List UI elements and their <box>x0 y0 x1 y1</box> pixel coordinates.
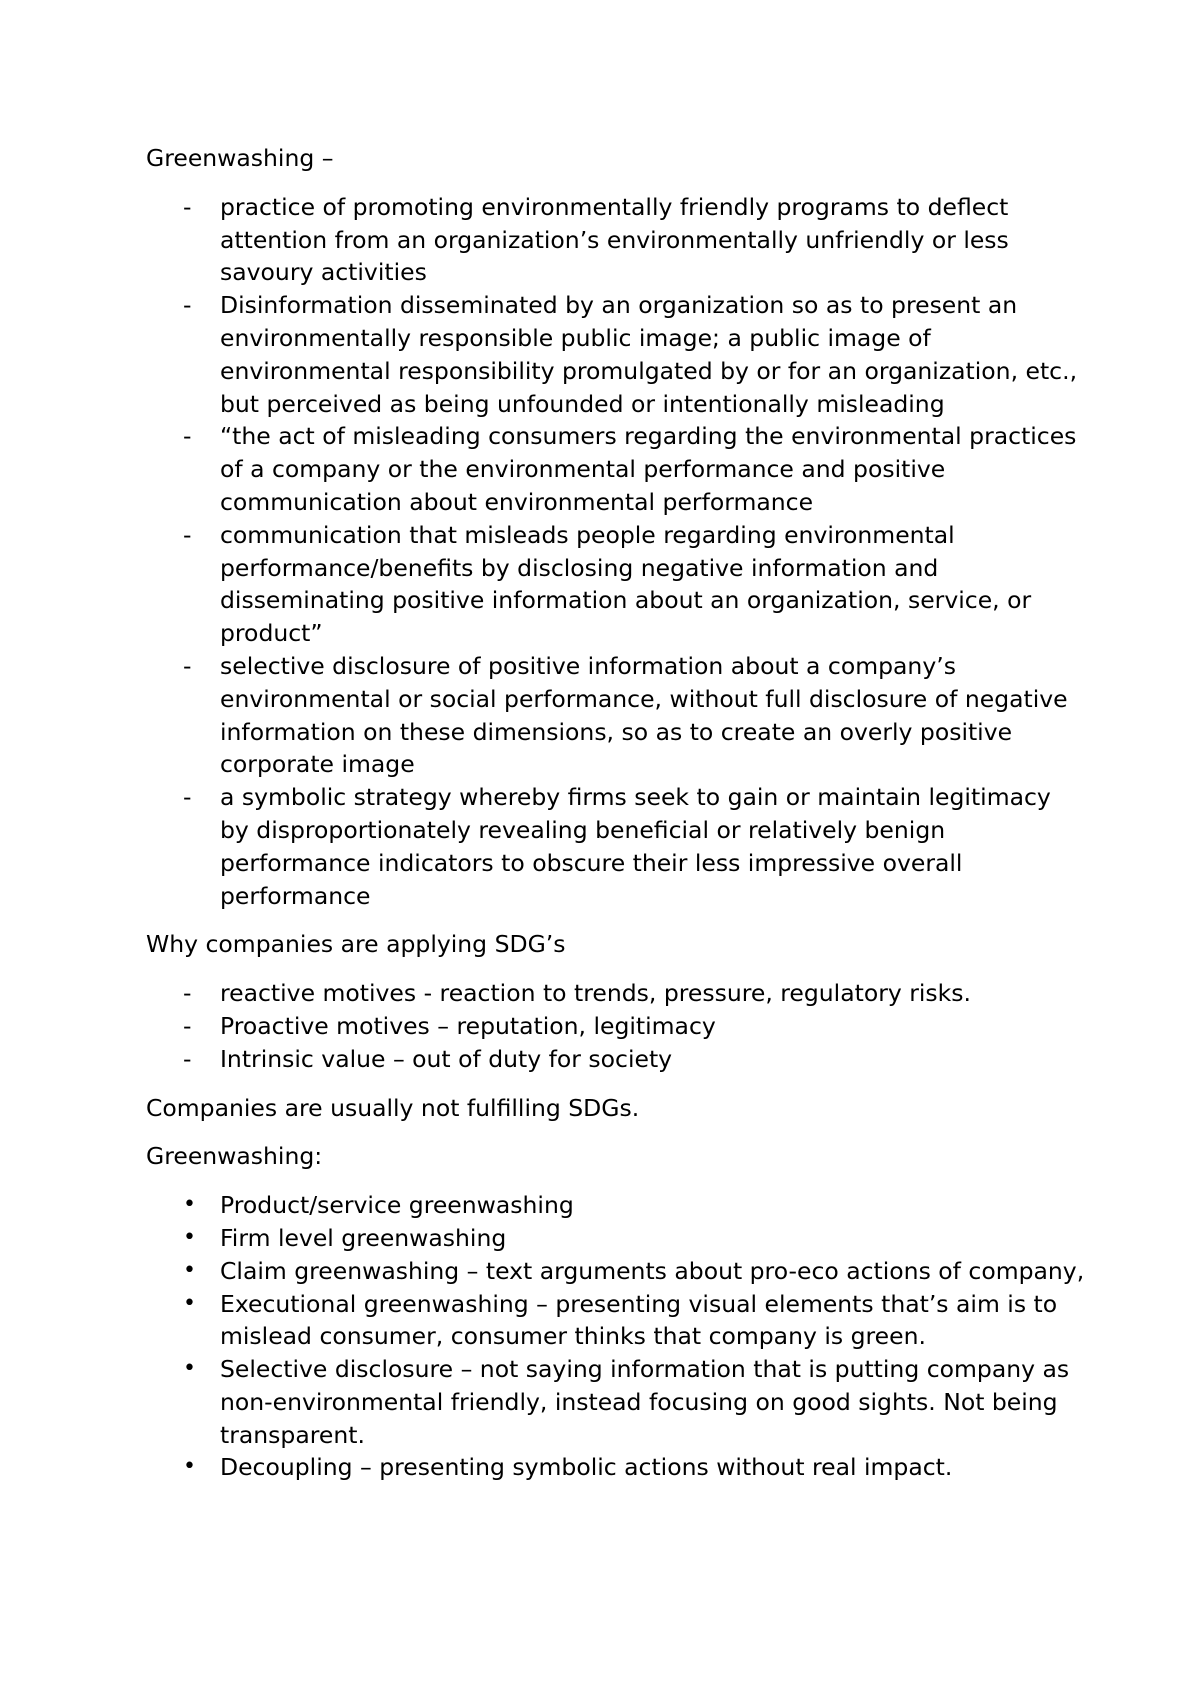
list-item-text: selective disclosure of positive information about a company’s environmental or social performance, without full disclosure of negative information on these dimensions, so as to create an overly positive corporate image <box>220 651 1068 779</box>
types-list <box>146 1189 1086 1484</box>
list-item-text: Selective disclosure – not saying information that is putting company as non-environmental friendly, instead focusing on good sights. Not being transparent. <box>220 1355 1070 1449</box>
dash-marker: - <box>183 291 192 320</box>
list-item <box>146 191 1086 289</box>
list-item <box>146 519 1086 650</box>
list-item <box>146 977 1086 1010</box>
list-item <box>146 1222 1086 1255</box>
list-item <box>146 1189 1086 1222</box>
dash-marker: - <box>183 422 192 451</box>
dash-marker: - <box>183 651 192 680</box>
statement-not-fulfilling: Companies are usually not fulfilling SDGs. <box>146 1093 640 1122</box>
bullet-marker: • <box>183 1454 196 1480</box>
list-item <box>146 781 1086 912</box>
dash-marker: - <box>183 979 192 1008</box>
list-item <box>146 1043 1086 1076</box>
dash-marker: - <box>183 783 192 812</box>
list-item <box>146 650 1086 781</box>
section-heading-greenwashing-types: Greenwashing: <box>146 1142 323 1171</box>
definition-list <box>146 191 1086 913</box>
list-item-text: Firm level greenwashing <box>220 1223 507 1252</box>
list-item <box>146 1010 1086 1043</box>
list-item <box>146 289 1086 420</box>
list-item-text: Intrinsic value – out of duty for society <box>220 1044 673 1073</box>
list-item-text: communication that misleads people regarding environmental performance/benefits by disclosing negative information and disseminating positive information about an organization, service, or product” <box>220 520 1032 648</box>
list-item <box>146 1255 1086 1288</box>
bullet-marker: • <box>183 1356 196 1382</box>
list-item-text: Claim greenwashing – text arguments about pro-eco actions of company, <box>220 1256 1085 1285</box>
list-item-text: a symbolic strategy whereby firms seek to gain or maintain legitimacy by disproportionately revealing beneficial or relatively benign performance indicators to obscure their less impressive overall performance <box>220 783 1051 910</box>
motives-list <box>146 977 1086 1075</box>
bullet-marker: • <box>183 1257 196 1283</box>
list-item <box>146 1451 1086 1484</box>
document-page <box>146 142 1086 1500</box>
dash-marker: - <box>183 1044 192 1073</box>
bullet-marker: • <box>183 1192 196 1218</box>
list-item-text: Decoupling – presenting symbolic actions without real impact. <box>220 1453 953 1482</box>
list-item-text: Executional greenwashing – presenting visual elements that’s aim is to mislead consumer, consumer thinks that company is green. <box>220 1289 1058 1351</box>
section-heading-greenwashing-definition: Greenwashing – <box>146 144 334 172</box>
dash-marker: - <box>183 192 192 221</box>
bullet-marker: • <box>183 1290 196 1316</box>
list-item <box>146 1353 1086 1451</box>
list-item-text: Disinformation disseminated by an organization so as to present an environmentally responsible public image; a public image of environmental responsibility promulgated by or for an organization, etc., but perceived as being unfounded or intentionally misleading <box>220 291 1078 418</box>
bullet-marker: • <box>183 1224 196 1250</box>
list-item <box>146 420 1086 518</box>
list-item-text: Product/service greenwashing <box>220 1191 574 1220</box>
list-item-text: reactive motives - reaction to trends, pressure, regulatory risks. <box>220 979 972 1008</box>
dash-marker: - <box>183 1011 192 1040</box>
section-heading-why-sdgs: Why companies are applying SDG’s <box>146 930 566 959</box>
dash-marker: - <box>183 520 192 549</box>
list-item-text: Proactive motives – reputation, legitimacy <box>220 1011 716 1040</box>
list-item-text: “the act of misleading consumers regarding the environmental practices of a company or the environmental performance and positive communication about environmental performance <box>220 422 1077 516</box>
list-item-text: practice of promoting environmentally friendly programs to deflect attention from an organization’s environmentally unfriendly or less savoury activities <box>220 192 1009 287</box>
list-item <box>146 1288 1086 1354</box>
